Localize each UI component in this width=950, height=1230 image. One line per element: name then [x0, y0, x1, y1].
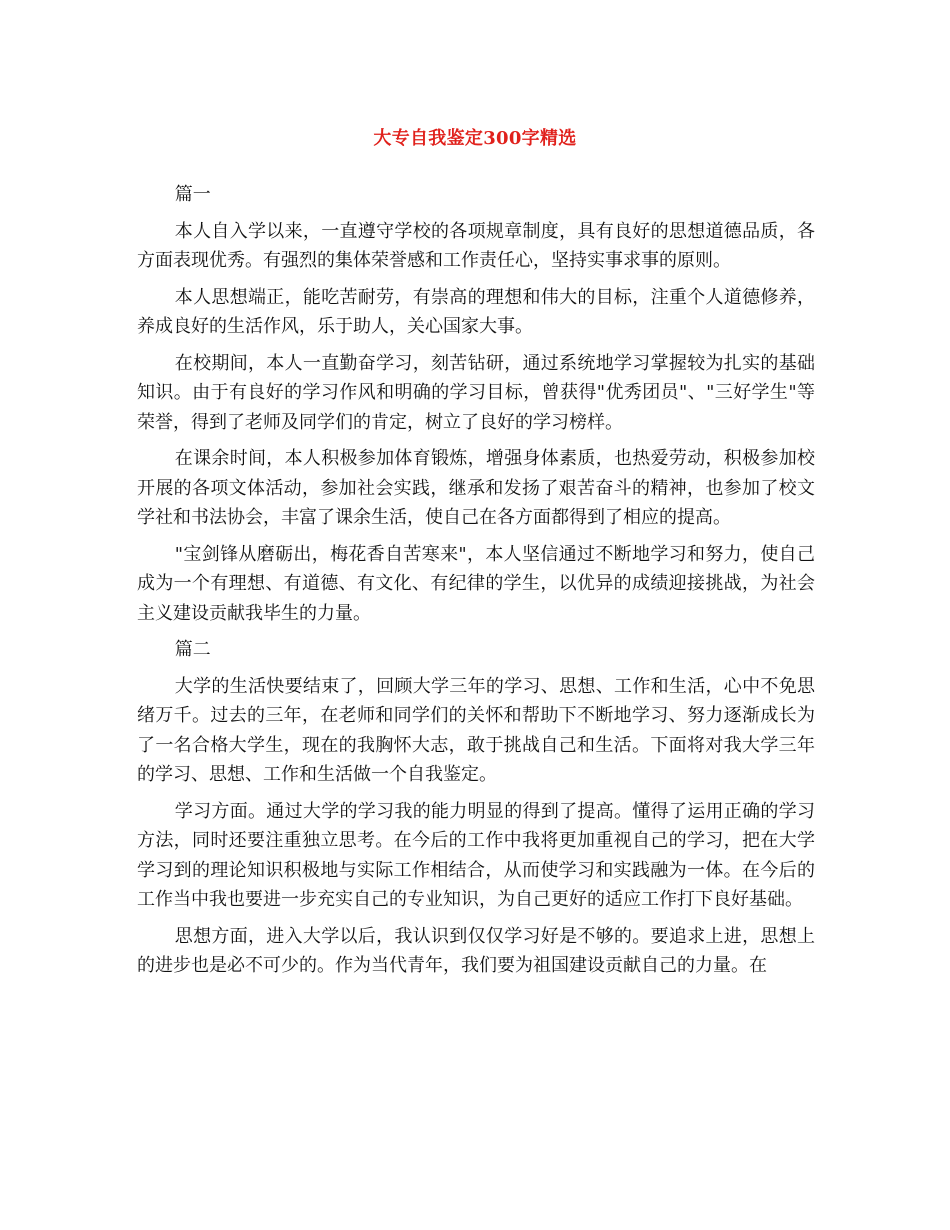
section-heading: 篇一 — [174, 184, 211, 205]
paragraph: 本人自入学以来，一直遵守学校的各项规章制度，具有良好的思想道德品质，各方面表现优秀。有强烈的集体荣誉感和工作责任心，坚持实事求事的原则。 — [137, 220, 815, 271]
page-title: 大专自我鉴定300字精选 — [373, 128, 577, 149]
paragraph: "宝剑锋从磨砺出，梅花香自苦寒来"，本人坚信通过不断地学习和努力，使自己成为一个有理想、有道德、有文化、有纪律的学生，以优异的成绩迎接挑战，为社会主义建设贡献我毕生的力量。 — [137, 543, 815, 624]
section-heading: 篇二 — [174, 639, 211, 660]
paragraph: 学习方面。通过大学的学习我的能力明显的得到了提高。懂得了运用正确的学习方法，同时还要注重独立思考。在今后的工作中我将更加重视自己的学习，把在大学学习到的理论知识积极地与实际工作相结合，从而使学习和实践融为一体。在今后的工作当中我也要进一步充实自己的专业知识，为自己更好的适应工作打下良好基础。 — [137, 800, 815, 910]
paragraph: 在课余时间，本人积极参加体育锻炼，增强身体素质，也热爱劳动，积极参加校开展的各项文体活动，参加社会实践，继承和发扬了艰苦奋斗的精神，也参加了校文学社和书法协会，丰富了课余生活，使自己在各方面都得到了相应的提高。 — [137, 448, 815, 528]
paragraph: 大学的生活快要结束了，回顾大学三年的学习、思想、工作和生活，心中不免思绪万千。过去的三年，在老师和同学们的关怀和帮助下不断地学习、努力逐渐成长为了一名合格大学生，现在的我胸怀大志，敢于挑战自己和生活。下面将对我大学三年的学习、思想、工作和生活做一个自我鉴定。 — [137, 675, 815, 785]
paragraph: 本人思想端正，能吃苦耐劳，有崇高的理想和伟大的目标，注重个人道德修养，养成良好的生活作风，乐于助人，关心国家大事。 — [137, 286, 815, 337]
paragraph: 思想方面，进入大学以后，我认识到仅仅学习好是不够的。要追求上进，思想上的进步也是必不可少的。作为当代青年，我们要为祖国建设贡献自己的力量。在 — [137, 925, 815, 976]
paragraph: 在校期间，本人一直勤奋学习，刻苦钻研，通过系统地学习掌握较为扎实的基础知识。由于有良好的学习作风和明确的学习目标，曾获得"优秀团员"、"三好学生"等荣誉，得到了老师及同学们的肯定，树立了良好的学习榜样。 — [137, 352, 815, 433]
document-body — [137, 180, 815, 988]
